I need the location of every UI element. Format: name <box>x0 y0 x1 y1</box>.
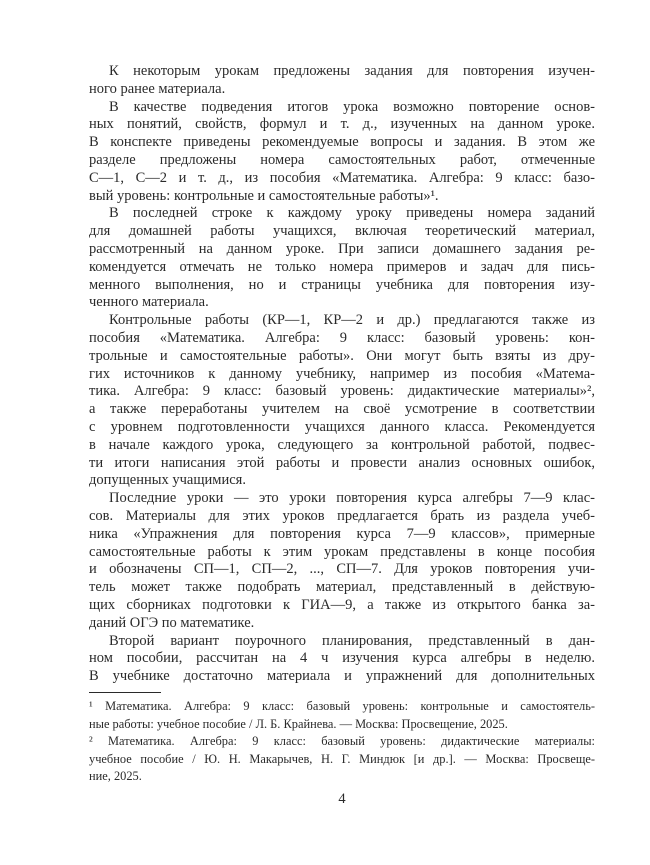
text-line: ченного материала. <box>89 294 209 311</box>
text-line: рассмотренный на данном уроке. При записи домашнего задания ре- <box>89 240 595 257</box>
text-line: С—1, С—2 и т. д., из пособия «Математика. Алгебра: 9 класс: базо- <box>89 169 595 186</box>
footnote-line: ные работы: учебное пособие / Л. Б. Крайнева. — Москва: Просвещение, 2025. <box>89 716 508 731</box>
footnote-line: ² Математика. Алгебра: 9 класс: базовый уровень: дидактические материалы: <box>89 734 595 749</box>
text-line: ного ранее материала. <box>89 80 226 97</box>
text-line: и обозначены СП—1, СП—2, ..., СП—7. Для уроков повторения учи- <box>89 561 595 578</box>
text-line: трольные и самостоятельные работы». Они могут быть взяты из дру- <box>89 347 595 364</box>
text-line: вый уровень: контрольные и самостоятельные работы»¹. <box>89 187 439 204</box>
text-line: Второй вариант поурочного планирования, представленный в дан- <box>109 632 595 649</box>
footnotes <box>89 698 595 786</box>
text-line: а также переработаны учителем на своё усмотрение в соответствии <box>89 401 595 418</box>
text-line: ти итоги написания этой работы и провести анализ основных ошибок, <box>89 454 595 471</box>
paragraph <box>89 63 595 99</box>
footnote <box>89 733 595 786</box>
text-line: для домашней работы учащихся, включая теоретический материал, <box>89 223 595 240</box>
footnote-line: учебное пособие / Ю. Н. Макарычев, Н. Г. Миндюк [и др.]. — Москва: Просвеще- <box>89 751 595 766</box>
footnote <box>89 698 595 733</box>
text-line: менного выполнения, но и страницы учебника для повторения изу- <box>89 276 595 293</box>
text-line: в начале каждого урока, следующего за контрольной работой, подвес- <box>89 436 595 453</box>
text-line: Контрольные работы (КР—1, КР—2 и др.) предлагаются также из <box>109 312 595 329</box>
text-line: даний ОГЭ по математике. <box>89 614 255 631</box>
text-line: ника «Упражнения для повторения курса 7—9 классов», примерные <box>89 525 595 542</box>
text-line: В последней строке к каждому уроку приведены номера заданий <box>109 205 595 222</box>
paragraph <box>89 490 595 632</box>
footnote-divider <box>89 692 161 693</box>
text-line: ных понятий, свойств, формул и т. д., изученных на данном уроке. <box>89 116 595 133</box>
text-line: пособия «Математика. Алгебра: 9 класс: базовый уровень: кон- <box>89 329 595 346</box>
text-line: разделе предложены номера самостоятельных работ, отмеченные <box>89 151 595 168</box>
paragraph <box>89 312 595 490</box>
text-line: тика. Алгебра: 9 класс: базовый уровень: дидактические материалы»², <box>89 383 595 400</box>
text-line: В конспекте приведены рекомендуемые вопросы и задания. В этом же <box>89 134 595 151</box>
text-line: В учебнике достаточно материала и упражнений для дополнительных <box>89 668 595 685</box>
footnote-line: ¹ Математика. Алгебра: 9 класс: базовый уровень: контрольные и самостоятель- <box>89 699 595 713</box>
text-line: В качестве подведения итогов урока возможно повторение основ- <box>109 98 595 115</box>
page-number: 4 <box>338 791 346 807</box>
text-line: комендуется отмечать не только номера примеров и задач для пись- <box>89 258 595 275</box>
paragraph <box>89 633 595 686</box>
text-line: самостоятельные работы к этим урокам представлены в конце пособия <box>89 543 595 560</box>
text-line: ном пособии, рассчитан на 4 ч изучения курса алгебры в неделю. <box>89 650 595 667</box>
text-line: гих источников к данному учебнику, например из пособия «Матема- <box>89 365 595 382</box>
footnote-line: ние, 2025. <box>89 769 142 784</box>
text-line: с уровнем подготовленности учащихся данного класса. Рекомендуется <box>89 418 595 435</box>
text-line: Последние уроки — это уроки повторения курса алгебры 7—9 клас- <box>109 490 595 507</box>
text-line: сов. Материалы для этих уроков предлагается брать из раздела учеб- <box>89 507 595 524</box>
text-line: щих сборниках подготовки к ГИА—9, а также из открытого банка за- <box>89 596 595 613</box>
text-line: тель может также подобрать материал, представленный в действую- <box>89 579 595 596</box>
text-line: К некоторым урокам предложены задания для повторения изучен- <box>109 63 595 79</box>
paragraph <box>89 205 595 312</box>
paragraph <box>89 99 595 206</box>
text-line: допущенных учащимися. <box>89 472 246 489</box>
body-text <box>89 63 595 686</box>
